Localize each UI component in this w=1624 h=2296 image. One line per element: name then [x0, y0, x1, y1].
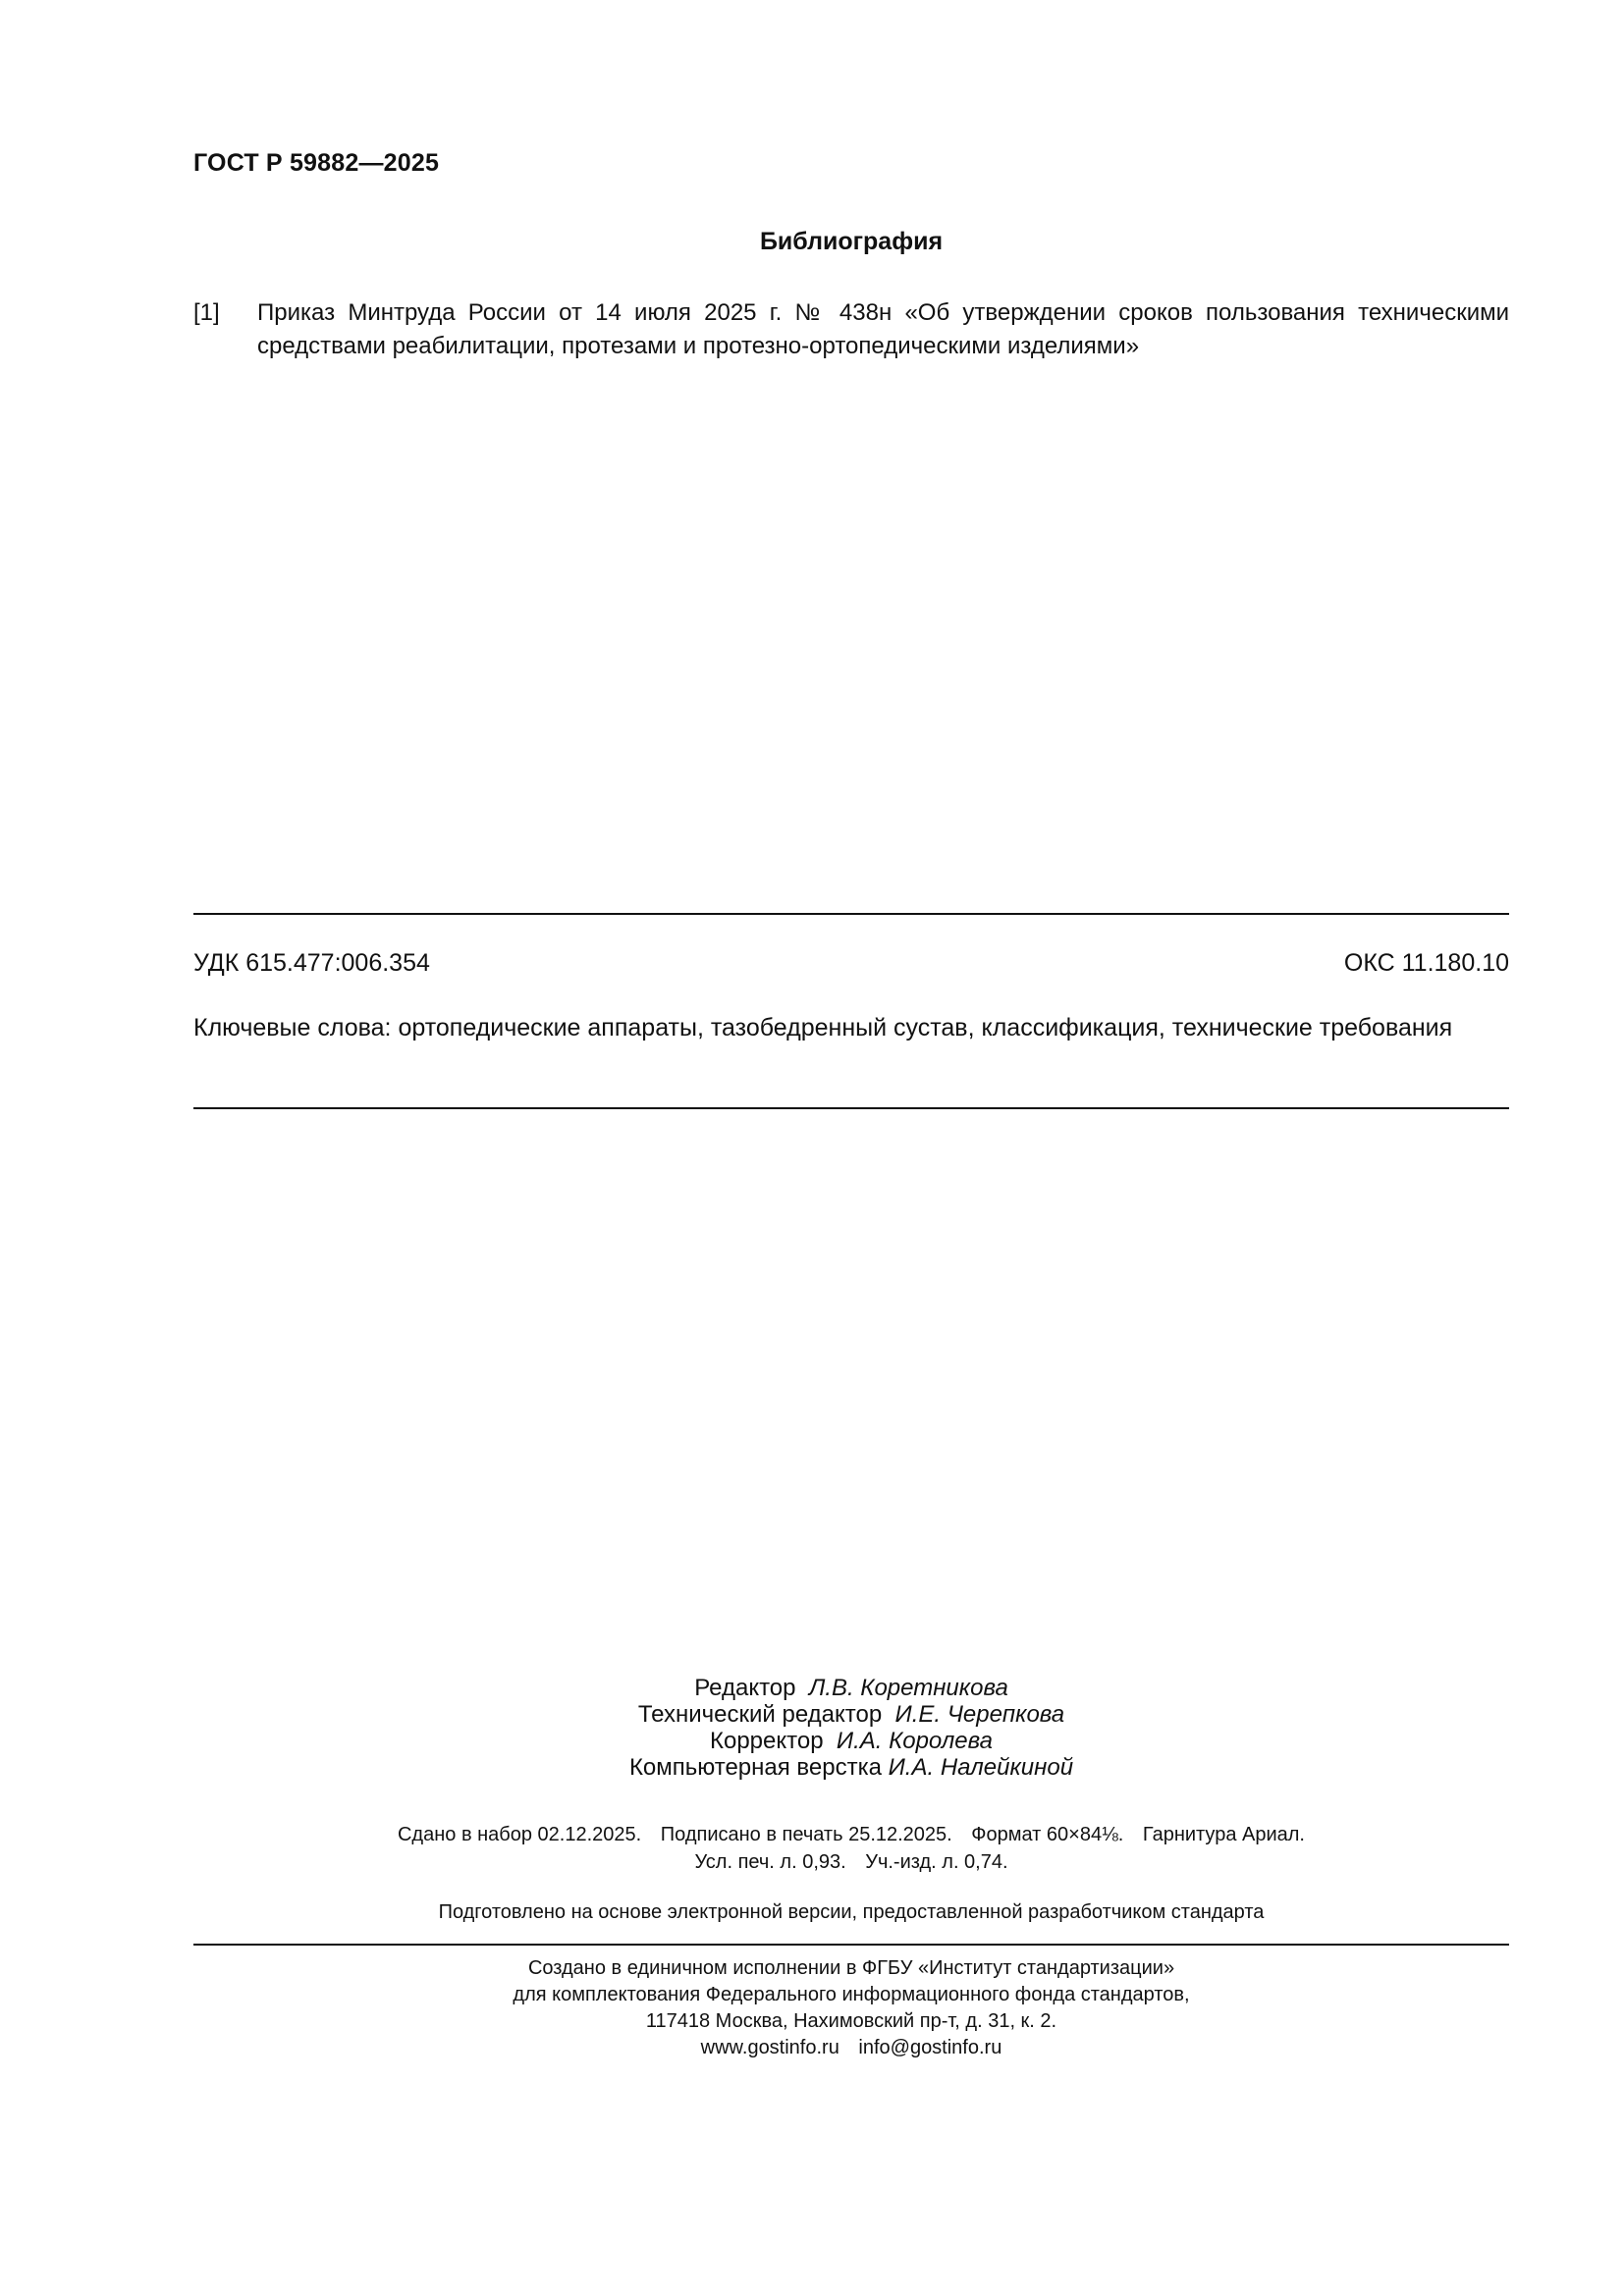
- signed-date: Подписано в печать 25.12.2025.: [660, 1824, 952, 1845]
- corrector-label: Корректор: [710, 1728, 824, 1754]
- print-info-line-1: [193, 1821, 1509, 1848]
- bibliography-entry: [193, 296, 1509, 363]
- paper-format: Формат 60×84⅛.: [971, 1824, 1124, 1845]
- oks-code: ОКС 11.180.10: [1343, 949, 1509, 977]
- tech-editor-label: Технический редактор: [637, 1701, 883, 1728]
- footer-line-3: 117418 Москва, Нахимовский пр-т, д. 31, к. 2.: [645, 2010, 1057, 2032]
- credits-editor-row: [193, 1675, 1509, 1701]
- credits-layout-row: [193, 1754, 1509, 1781]
- credits-tech-editor-row: [193, 1701, 1509, 1728]
- credits-block: [193, 1675, 1509, 1781]
- publishing-sheets: Уч.-изд. л. 0,74.: [865, 1851, 1008, 1873]
- print-info-line-2: [193, 1848, 1509, 1876]
- editor-name: Л.В. Коретникова: [808, 1675, 1008, 1701]
- corrector-name: И.А. Королева: [836, 1728, 993, 1754]
- footer-line-1: Создано в единичном исполнении в ФГБУ «Институт стандартизации»: [527, 1957, 1175, 1979]
- typeface: Гарнитура Ариал.: [1142, 1824, 1305, 1845]
- footer-line-2: для комплектования Федерального информационного фонда стандартов,: [513, 1984, 1190, 2005]
- divider-middle: [193, 1107, 1509, 1109]
- print-info: [193, 1821, 1509, 1876]
- submitted-date: Сдано в набор 02.12.2025.: [397, 1824, 642, 1845]
- bibliography-entry-text: Приказ Минтруда России от 14 июля 2025 г. № 438н «Об утверждении сроков пользования техническими средствами реабилитации, протезами и протезно-ортопедическими изделиями»: [257, 299, 1509, 359]
- credits-corrector-row: [193, 1728, 1509, 1754]
- website-link[interactable]: www.gostinfo.ru: [700, 2037, 839, 2058]
- keywords: Ключевые слова: ортопедические аппараты, тазобедренный сустав, классификация, технические требования: [193, 1014, 1453, 1041]
- bibliography-title: Библиография: [759, 228, 944, 255]
- email-link[interactable]: info@gostinfo.ru: [858, 2037, 1002, 2058]
- tech-editor-name: И.Е. Черепкова: [894, 1701, 1065, 1728]
- divider-bottom: [193, 1944, 1509, 1946]
- layout-label: Компьютерная верстка: [628, 1754, 882, 1781]
- standard-code: ГОСТ Р 59882—2025: [193, 149, 440, 177]
- layout-name: И.А. Налейкиной: [888, 1754, 1074, 1781]
- prepared-note: Подготовлено на основе электронной версии, предоставленной разработчиком стандарта: [438, 1901, 1265, 1923]
- print-sheets: Усл. печ. л. 0,93.: [694, 1851, 846, 1873]
- publisher-footer: [193, 1955, 1509, 2061]
- udk-code: УДК 615.477:006.354: [193, 949, 430, 977]
- bibliography-entry-number: [1]: [193, 299, 220, 326]
- editor-label: Редактор: [694, 1675, 796, 1701]
- divider-top: [193, 913, 1509, 915]
- footer-contacts: [193, 2035, 1509, 2061]
